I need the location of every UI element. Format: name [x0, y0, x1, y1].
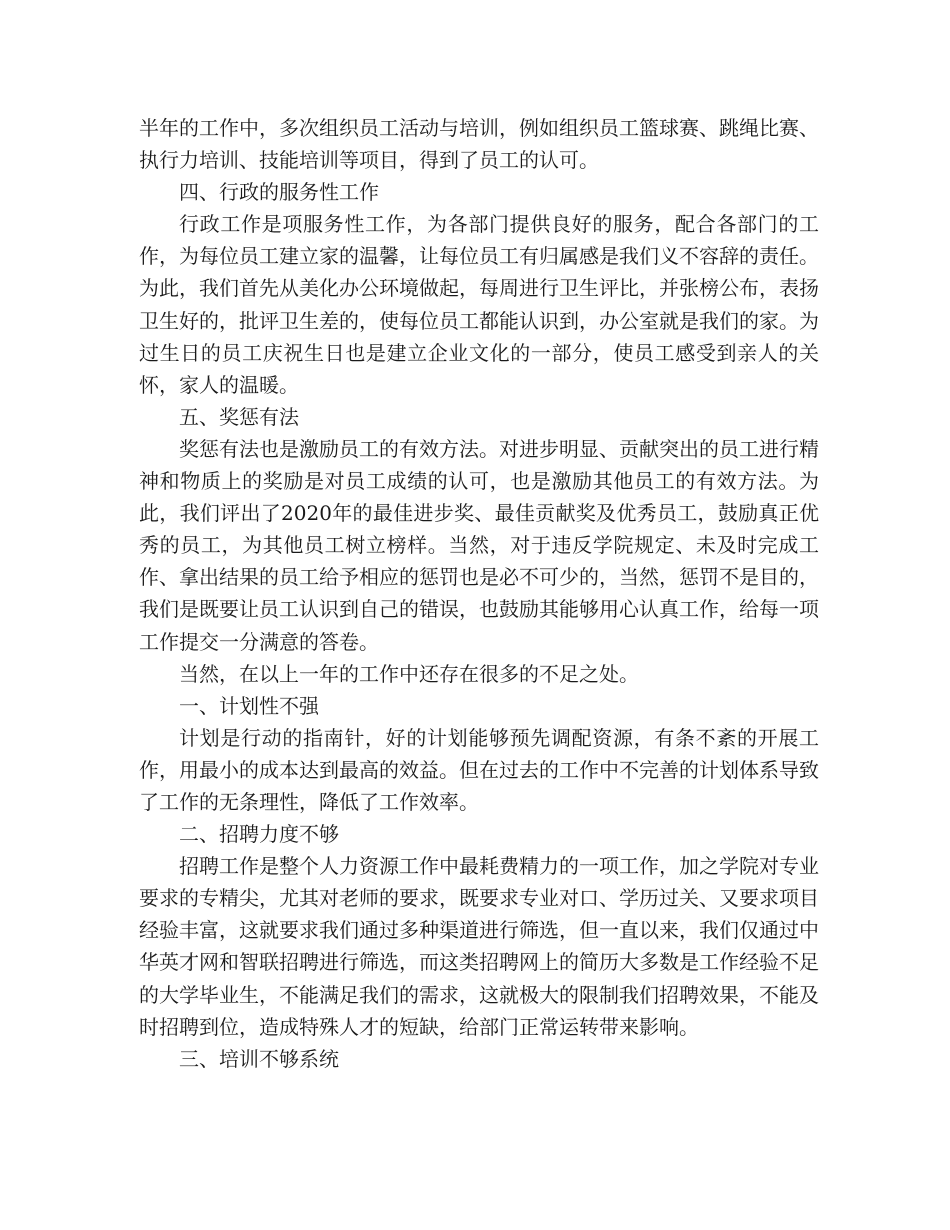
- section-heading-training: 三、培训不够系统: [179, 1046, 339, 1071]
- section-heading-admin-service: 四、行政的服务性工作: [179, 180, 379, 205]
- paragraph-recruiting: 招聘工作是整个人力资源工作中最耗费精力的一项工作，加之学院对专业要求的专精尖，尤其对老师的要求，既要求专业对口、学历过关、又要求项目经验丰富，这就要求我们通过多种渠道进行筛选，但一直以来，我们仅通过中华英才网和智联招聘进行筛选，而这类招聘网上的简历大多数是工作经验不足的大学毕业生，不能满足我们的需求，这就极大的限制我们招聘效果，不能及时招聘到位，造成特殊人才的短缺，给部门正常运转带来影响。: [139, 854, 819, 1039]
- section-heading-planning: 一、计划性不强: [179, 693, 319, 718]
- section-heading-recruiting: 二、招聘力度不够: [179, 822, 339, 847]
- paragraph-admin-service: 行政工作是项服务性工作，为各部门提供良好的服务，配合各部门的工作，为每位员工建立家的温馨，让每位员工有归属感是我们义不容辞的责任。为此，我们首先从美化办公环境做起，每周进行卫生评比，并张榜公布，表扬卫生好的，批评卫生差的，使每位员工都能认识到，办公室就是我们的家。为过生日的员工庆祝生日也是建立企业文化的一部分，使员工感受到亲人的关怀，家人的温暖。: [139, 212, 819, 397]
- paragraph-continued: 半年的工作中，多次组织员工活动与培训，例如组织员工篮球赛、跳绳比赛、执行力培训、技能培训等项目，得到了员工的认可。: [139, 116, 819, 173]
- paragraph-rewards: 奖惩有法也是激励员工的有效方法。对进步明显、贡献突出的员工进行精神和物质上的奖励是对员工成绩的认可，也是激励其他员工的有效方法。为此，我们评出了2020年的最佳进步奖、最佳贡献奖及优秀员工，鼓励真正优秀的员工，为其他员工树立榜样。当然，对于违反学院规定、未及时完成工作、拿出结果的员工给予相应的惩罚也是必不可少的，当然，惩罚不是目的，我们是既要让员工认识到自己的错误，也鼓励其能够用心认真工作，给每一项工作提交一分满意的答卷。: [139, 436, 819, 654]
- section-heading-rewards: 五、奖惩有法: [179, 404, 299, 429]
- paragraph-shortcomings-intro: 当然，在以上一年的工作中还存在很多的不足之处。: [179, 661, 639, 686]
- document-body: [139, 112, 819, 1075]
- paragraph-planning: 计划是行动的指南针，好的计划能够预先调配资源，有条不紊的开展工作，用最小的成本达到最高的效益。但在过去的工作中不完善的计划体系导致了工作的无条理性，降低了工作效率。: [139, 725, 819, 814]
